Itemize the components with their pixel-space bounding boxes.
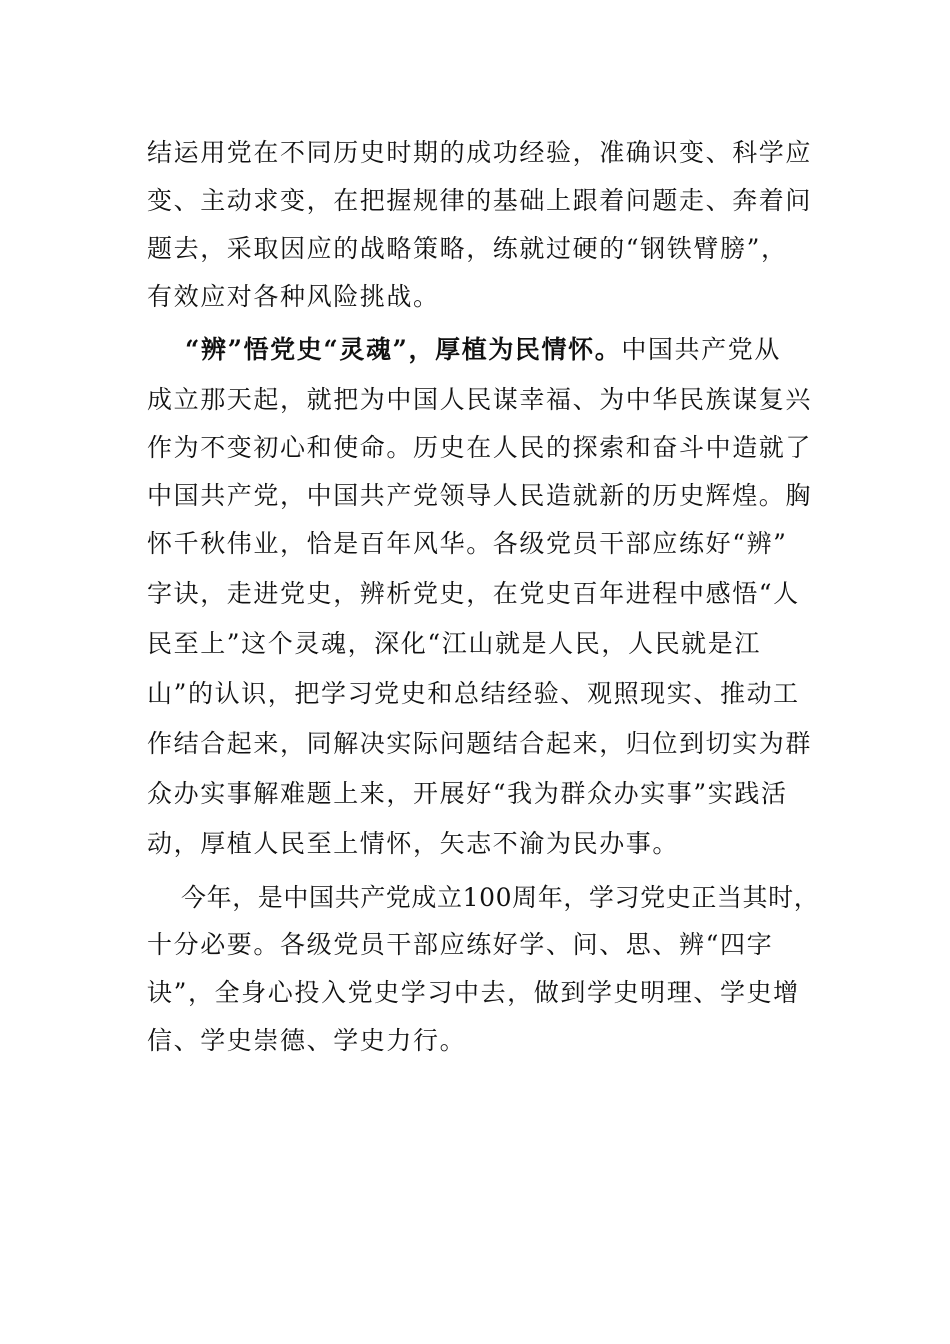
text-run: 动，厚植人民至上情怀，矢志不渝为民办事。 <box>147 829 680 858</box>
paragraph-1-line-3 <box>147 229 788 269</box>
paragraph-2-line-9 <box>147 724 812 764</box>
text-run: 山”的认识，把学习党史和总结经验、观照现实、推动工 <box>147 679 800 708</box>
paragraph-3-line-4 <box>147 1021 466 1061</box>
text-run: 作为不变初心和使命。历史在人民的探索和奋斗中造就了 <box>147 433 813 462</box>
text-run: 结运用党在不同历史时期的成功经验，准确识变、科学应 <box>147 138 813 167</box>
paragraph-2-line-11 <box>147 824 679 864</box>
section-heading: “辨”悟党史“灵魂”，厚植为民情怀。 <box>185 335 622 364</box>
text-run: 变、主动求变，在把握规律的基础上跟着问题走、奔着问 <box>147 186 813 215</box>
text-run: 中国共产党从 <box>621 335 781 364</box>
paragraph-2-line-8 <box>147 674 800 714</box>
text-run: 十分必要。各级党员干部应练好学、问、思、辨“四字 <box>147 930 774 959</box>
paragraph-2-line-7 <box>147 624 761 664</box>
text-run: 怀千秋伟业，恰是百年风华。各级党员干部应练好“辨” <box>147 529 788 558</box>
paragraph-2-line-1 <box>185 330 781 370</box>
text-run: 作结合起来，同解决实际问题结合起来，归位到切实为群 <box>147 729 813 758</box>
text-run: 今年，是中国共产党成立100周年，学习党史正当其时， <box>181 883 820 912</box>
text-run: 民至上”这个灵魂，深化“江山就是人民，人民就是江 <box>147 629 761 658</box>
paragraph-1-line-2 <box>147 181 812 221</box>
paragraph-2-line-3 <box>147 428 812 468</box>
text-run: 信、学史崇德、学史力行。 <box>147 1026 467 1055</box>
paragraph-2-line-6 <box>147 574 800 614</box>
paragraph-2-line-5 <box>147 524 788 564</box>
paragraph-3-line-3 <box>147 973 800 1013</box>
paragraph-1-line-4 <box>147 277 440 317</box>
text-run: 成立那天起，就把为中国人民谋幸福、为中华民族谋复兴 <box>147 385 813 414</box>
paragraph-2-line-2 <box>147 380 812 420</box>
text-run: 中国共产党，中国共产党领导人民造就新的历史辉煌。胸 <box>147 481 813 510</box>
text-run: 诀”，全身心投入党史学习中去，做到学史明理、学史增 <box>147 978 800 1007</box>
text-run: 有效应对各种风险挑战。 <box>147 282 440 311</box>
paragraph-3-line-1 <box>181 878 819 918</box>
text-run: 字诀，走进党史，辨析党史，在党史百年进程中感悟“人 <box>147 579 800 608</box>
paragraph-3-line-2 <box>147 925 773 965</box>
text-run: 众办实事解难题上来，开展好“我为群众办实事”实践活 <box>147 779 788 808</box>
paragraph-1-line-1 <box>147 133 812 173</box>
paragraph-2-line-4 <box>147 476 812 516</box>
text-run: 题去，采取因应的战略策略，练就过硬的“钢铁臂膀”， <box>147 234 788 263</box>
paragraph-2-line-10 <box>147 774 788 814</box>
